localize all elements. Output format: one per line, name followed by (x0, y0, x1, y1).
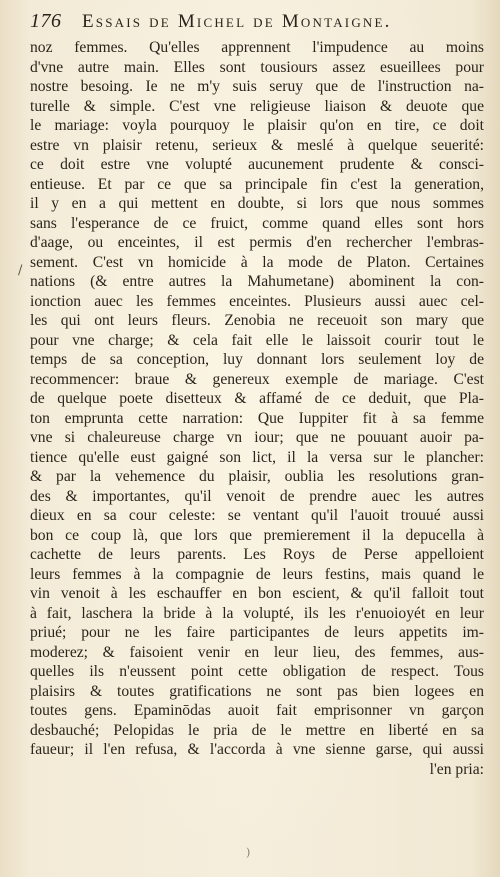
text-line: à fait, laschera la bride à la volupté, ils les r'enuoioyét en leur (30, 604, 484, 622)
text-line: le mariage: voyla pourquoy le plaisir qu'on en tire, ce doit (30, 117, 484, 134)
page-number: 176 (30, 10, 62, 32)
text-line: ton emprunta cette narration: Que Iuppiter fit à sa femme (30, 409, 484, 427)
text-line: dieux en sa cour celeste: se ventant qu'il l'auoit trouué aussi (30, 507, 484, 524)
text-line: ce doit estre vne volupté aucunement prudente & consci- (30, 156, 484, 173)
text-line: nations (& entre autres la Mahumetane) abominent la con- (30, 273, 484, 290)
text-line: plaisirs & toutes gratifications ne sont pas bien logees en (30, 682, 484, 700)
text-line: sement. C'est vn homicide à la mode de Platon. Certaines (30, 253, 484, 271)
page-header (30, 10, 482, 36)
text-line: cachette de leurs parents. Les Roys de Perse appelloient (30, 546, 484, 563)
text-line: priué; pour ne les faire participantes de leurs appetits im- (30, 624, 484, 641)
text-line: entieuse. Et par ce que sa principale fin c'est la generation, (30, 175, 484, 193)
catchword: l'en pria: (429, 760, 484, 778)
text-line: sans l'esperance de ce fruict, comme quand elles sont hors (30, 214, 484, 232)
text-line: ionction auec les femmes enceintes. Plusieurs aussi auec cel- (30, 292, 484, 310)
text-line: turelle & simple. C'est vne religieuse liaison & deuote que (30, 97, 484, 115)
text-line: faueur; il l'en refusa, & l'accorda à vne sienne garse, qui aussi (30, 741, 484, 758)
margin-mark: / (18, 263, 23, 278)
text-line: les qui ont leurs fleurs. Zenobia ne receuoit son mary que (30, 312, 484, 329)
text-line: moderez; & faisoient venir en leur lieu, des femmes, aus- (30, 643, 484, 661)
text-line: vin venoit à les eschauffer en bon escient, & qu'il falloit tout (30, 585, 484, 602)
text-line: vne si chaleureuse charge vn iour; que ne pouuant auoir pa- (30, 429, 484, 446)
text-line: de quelque poete disetteux & affamé de ce deduit, que Pla- (30, 390, 484, 407)
text-line: nostre besoing. Ie ne m'y suis seruy que de l'instruction na- (30, 78, 484, 95)
text-line: & par la vehemence du plaisir, oublia les resolutions gran- (30, 468, 484, 485)
text-line: d'vne autre main. Elles sont tousiours assez esueillees pour (30, 58, 484, 76)
text-line: desbauché; Pelopidas le pria de le mettre en liberté en sa (30, 721, 484, 739)
bottom-mark: ) (246, 846, 251, 859)
text-line: temps de sa conception, luy donnant lors seulement loy de (30, 351, 484, 368)
running-title: Essais de Michel de Montaigne. (82, 11, 392, 32)
text-line: pour vne charge; & cela fait elle le laissoit courir tout le (30, 331, 484, 349)
text-line: d'aage, ou enceintes, il est permis d'en rechercher l'embras- (30, 234, 484, 251)
text-line: recommencer: braue & genereux exemple de mariage. C'est (30, 370, 484, 388)
text-line: noz femmes. Qu'elles apprennent l'impudence au moins (30, 39, 484, 56)
text-line: toutes gens. Epaminōdas auoit fait emprisonner vn garçon (30, 702, 484, 719)
body-text (30, 38, 484, 779)
text-line: des & importantes, qu'il venoit de prendre auec les autres (30, 487, 484, 505)
text-line: quelles ils n'eussent point cette obligation de respect. Tous (30, 663, 484, 680)
text-line: bon ce coup là, que lors que premierement il la depucella à (30, 526, 484, 544)
text-line: estre vn plaisir retenu, serieux & meslé à quelque seuerité: (30, 136, 484, 154)
text-line: leurs femmes à la compagnie de leurs festins, mais quand le (30, 565, 484, 583)
text-line: tience qu'elle eust gaigné son lict, il la versa sur le plancher: (30, 448, 484, 466)
text-line: il y en a qui mettent en doubte, si lors que nous sommes (30, 195, 484, 212)
